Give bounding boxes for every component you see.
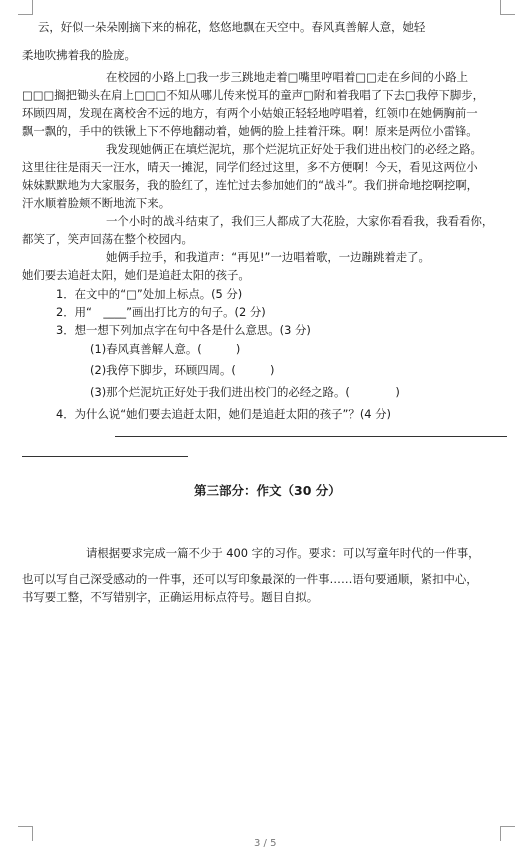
passage-line: 环顾四周，发现在离校舍不远的地方，有两个小姑娘正轻轻地哼唱着，红领巾在她俩胸前一: [22, 106, 478, 120]
passage-line: 她俩手拉手，和我道声：“再见!”一边唱着歌，一边蹦跳着走了。: [106, 250, 430, 264]
question-1: 1．在文中的“□”处加上标点。(5 分): [56, 287, 243, 301]
passage-line: 她们要去追赶太阳，她们是追赶太阳的孩子。: [22, 268, 250, 282]
question-3-item-2: (2)我停下脚步，环顾四周。( ): [90, 363, 275, 377]
question-3-item-3: (3)那个烂泥坑正好处于我们进出校门的必经之路。( ): [90, 385, 400, 399]
passage-line: 汗水顺着脸颊不断地流下来。: [22, 196, 171, 210]
question-3-item-1: (1)春风真善解人意。( ): [90, 342, 241, 356]
essay-prompt-line: 也可以写自己深受感动的一件事，还可以写印象最深的一件事……语句要通顺，紧扣中心，: [22, 572, 478, 586]
crop-mark-bottom-right: [500, 826, 515, 841]
passage-line: □□□搁把锄头在肩上□□□不知从哪儿传来悦耳的童声□附和着我唱了下去□我停下脚步，: [22, 88, 484, 102]
passage-line: 这里往往是雨天一汪水，晴天一摊泥，同学们经过这里，多不方便啊！今天，看见这两位小: [22, 160, 478, 174]
passage-line: 都笑了，笑声回荡在整个校园内。: [22, 232, 193, 246]
passage-line: 我发现她俩正在填烂泥坑，那个烂泥坑正好处于我们进出校门的必经之路。: [106, 142, 482, 156]
answer-line: [115, 436, 507, 437]
passage-line: 一个小时的战斗结束了，我们三人都成了大花脸，大家你看看我，我看看你，: [106, 214, 494, 228]
question-4: 4．为什么说“她们要去追赶太阳，她们是追赶太阳的孩子”？(4 分): [56, 407, 391, 421]
page-number: 3 / 5: [254, 838, 277, 849]
answer-line: [22, 456, 188, 457]
question-3: 3．想一想下列加点字在句中各是什么意思。(3 分): [56, 323, 311, 337]
essay-prompt-line: 请根据要求完成一篇不少于 400 字的习作。要求：可以写童年时代的一件事，: [86, 546, 480, 560]
crop-mark-bottom-left: [18, 826, 33, 841]
section-title: 第三部分：作文（30 分）: [194, 483, 341, 498]
question-2: 2．用“ ____”画出打比方的句子。(2 分): [56, 305, 266, 319]
passage-line: 飘一飘的，手中的铁锹上下不停地翻动着，她俩的脸上挂着汗珠。啊！原来是两位小雷锋。: [22, 124, 478, 138]
passage-line: 柔地吹拂着我的脸庞。: [22, 48, 136, 62]
essay-prompt-line: 书写要工整，不写错别字，正确运用标点符号。题目自拟。: [22, 590, 319, 604]
passage-line: 妹妹默默地为大家服务，我的脸红了，连忙过去参加她们的“战斗”。我们拼命地挖啊挖啊，: [22, 178, 479, 192]
crop-mark-top-left: [18, 0, 33, 15]
passage-line: 云，好似一朵朵刚摘下来的棉花，悠悠地飘在天空中。春风真善解人意，她轻: [38, 20, 426, 34]
passage-line: 在校园的小路上□我一步三跳地走着□嘴里哼唱着□□走在乡间的小路上: [106, 70, 468, 84]
crop-mark-top-right: [500, 0, 515, 15]
